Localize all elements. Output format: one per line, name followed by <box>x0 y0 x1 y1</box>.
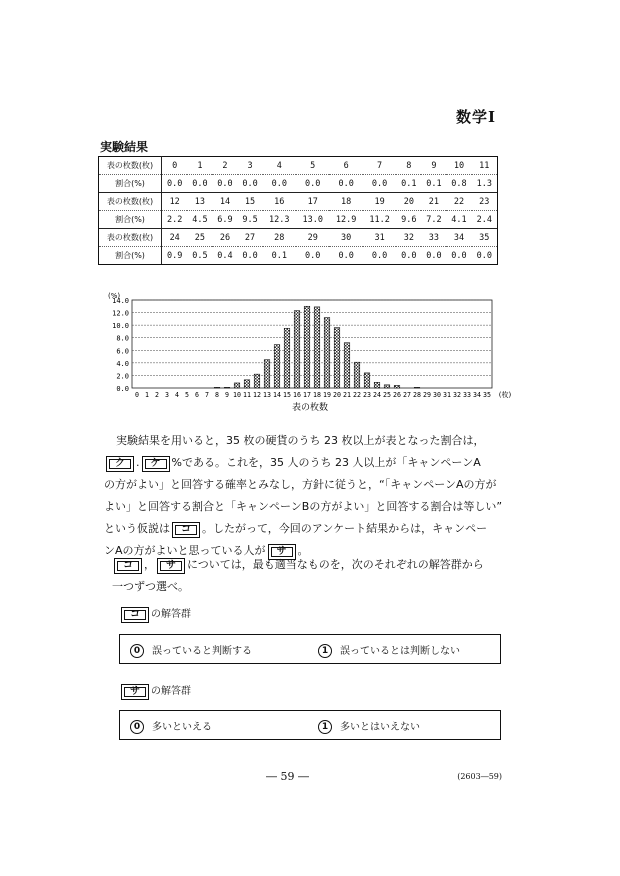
answer-box-ko[interactable]: コ <box>172 522 200 538</box>
bar <box>234 383 240 388</box>
table-cell: 19 <box>363 193 396 211</box>
bar <box>414 387 420 388</box>
table-cell: 17 <box>296 193 329 211</box>
x-tick-label: 13 <box>263 391 271 399</box>
table-cell: 0.0 <box>472 247 498 265</box>
answer-box-sa[interactable]: サ <box>268 544 296 560</box>
y-tick-label: 6.0 <box>116 347 129 356</box>
y-tick-label: 0.0 <box>116 385 129 393</box>
option-number: 0 <box>130 720 144 734</box>
x-tick-label: 15 <box>283 391 291 399</box>
table-cell: 4.1 <box>446 211 471 229</box>
table-cell: 24 <box>162 229 188 247</box>
p1-line-4: よい」と回答する割合と「キャンペーンBの方がよい」と回答する割合は等しい” <box>104 500 503 513</box>
bar <box>314 307 320 388</box>
option-text: 誤っていると判断する <box>152 646 252 657</box>
x-tick-label: 32 <box>453 391 461 399</box>
p1-line-5-before: という仮説は <box>104 522 170 535</box>
table-cell: 16 <box>263 193 296 211</box>
x-tick-label: 25 <box>383 391 391 399</box>
table-cell: 29 <box>296 229 329 247</box>
p1-line-1: 実験結果を用いると，35 枚の硬貨のうち 23 枚以上が表となった割合は， <box>116 434 485 447</box>
table-cell: 23 <box>472 193 498 211</box>
table-cell: 9 <box>421 157 446 175</box>
count-row <box>99 229 498 247</box>
x-tick-label: 10 <box>233 391 241 399</box>
x-tick-label: 35 <box>483 391 491 399</box>
table-cell: 12 <box>162 193 188 211</box>
x-tick-label: 22 <box>353 391 361 399</box>
x-tick-label: 21 <box>343 391 351 399</box>
table-cell: 0.0 <box>212 175 237 193</box>
answer-group-ko <box>119 634 501 664</box>
table-cell: 18 <box>329 193 362 211</box>
table-cell: 0.0 <box>296 175 329 193</box>
bar <box>284 328 290 388</box>
group-ko-label <box>119 605 191 623</box>
group-ko-label-text: の解答群 <box>151 609 191 620</box>
row-header: 割合(%) <box>99 211 162 229</box>
table-cell: 2.2 <box>162 211 188 229</box>
option-ko-0[interactable] <box>130 642 252 658</box>
table-cell: 0.5 <box>187 247 212 265</box>
table-cell: 14 <box>212 193 237 211</box>
table-cell: 0.0 <box>187 175 212 193</box>
p1-line-2-text: %である。これを，35 人のうち 23 人以上が「キャンペーンA <box>171 456 481 469</box>
ratio-row <box>99 211 498 229</box>
table-cell: 0.0 <box>363 175 396 193</box>
p2-line-1-text: については，最も適当なものを，次のそれぞれの解答群から <box>187 558 484 571</box>
table-cell: 0.0 <box>396 247 421 265</box>
table-cell: 27 <box>238 229 263 247</box>
decimal-point: . <box>136 456 140 469</box>
bar-chart <box>96 288 516 418</box>
p2-line-1 <box>112 554 512 576</box>
p1-line-2 <box>104 452 504 474</box>
x-tick-label: 30 <box>433 391 441 399</box>
table-cell: 33 <box>421 229 446 247</box>
x-tick-label: 0 <box>135 391 139 399</box>
bar <box>364 373 370 388</box>
bar <box>344 343 350 388</box>
plot-frame <box>132 300 492 388</box>
x-tick-label: 24 <box>373 391 381 399</box>
table-cell: 1.3 <box>472 175 498 193</box>
x-tick-label: 16 <box>293 391 301 399</box>
table-cell: 0.1 <box>421 175 446 193</box>
bar <box>304 306 310 388</box>
table-cell: 6.9 <box>212 211 237 229</box>
table-cell: 25 <box>187 229 212 247</box>
x-tick-label: 29 <box>423 391 431 399</box>
count-row <box>99 193 498 211</box>
table-cell: 13.0 <box>296 211 329 229</box>
table-cell: 0 <box>162 157 188 175</box>
table-cell: 9.5 <box>238 211 263 229</box>
bar <box>354 362 360 388</box>
table-cell: 4 <box>263 157 296 175</box>
ratio-row <box>99 247 498 265</box>
bar <box>244 380 250 388</box>
x-tick-label: 20 <box>333 391 341 399</box>
option-number: 0 <box>130 644 144 658</box>
bar <box>274 345 280 388</box>
table-cell: 8 <box>396 157 421 175</box>
answer-group-sa <box>119 710 501 740</box>
table-cell: 7 <box>363 157 396 175</box>
bar <box>264 360 270 388</box>
row-header: 表の枚数(枚) <box>99 157 162 175</box>
table-cell: 0.9 <box>162 247 188 265</box>
count-row <box>99 157 498 175</box>
table-cell: 30 <box>329 229 362 247</box>
table-cell: 13 <box>187 193 212 211</box>
table-cell: 31 <box>363 229 396 247</box>
table-cell: 22 <box>446 193 471 211</box>
table-cell: 11.2 <box>363 211 396 229</box>
table-cell: 26 <box>212 229 237 247</box>
table-cell: 20 <box>396 193 421 211</box>
table-cell: 34 <box>446 229 471 247</box>
paragraph-1 <box>104 430 504 562</box>
x-tick-label: 23 <box>363 391 371 399</box>
table-cell: 0.1 <box>263 247 296 265</box>
x-tick-label: 26 <box>393 391 401 399</box>
table-cell: 28 <box>263 229 296 247</box>
ratio-row <box>99 175 498 193</box>
ref-box-sa[interactable]: サ <box>157 558 185 574</box>
bar <box>334 328 340 388</box>
x-tick-label: 6 <box>195 391 199 399</box>
answer-box-ke[interactable]: ケ <box>142 456 170 472</box>
table-cell: 0.0 <box>238 175 263 193</box>
bar <box>384 385 390 388</box>
x-tick-label: 5 <box>185 391 189 399</box>
bar <box>324 318 330 388</box>
bar <box>214 387 220 388</box>
bar <box>254 374 260 388</box>
row-header: 割合(%) <box>99 247 162 265</box>
x-tick-label: 17 <box>303 391 311 399</box>
option-text: 多いとはいえない <box>340 722 420 733</box>
x-axis-label: 表の枚数 <box>291 403 329 413</box>
table-cell: 0.4 <box>212 247 237 265</box>
table-cell: 15 <box>238 193 263 211</box>
x-tick-label: 33 <box>463 391 471 399</box>
bar <box>224 387 230 388</box>
bar <box>394 385 400 388</box>
table-cell: 0.0 <box>263 175 296 193</box>
table-cell: 5 <box>296 157 329 175</box>
y-tick-label: 14.0 <box>112 297 129 305</box>
table-cell: 10 <box>446 157 471 175</box>
table-cell: 0.0 <box>363 247 396 265</box>
page-number: ― 59 ― <box>266 770 309 783</box>
option-text: 誤っているとは判断しない <box>340 646 460 657</box>
x-tick-label: 2 <box>155 391 159 399</box>
x-tick-label: 14 <box>273 391 281 399</box>
y-tick-label: 2.0 <box>116 372 129 381</box>
x-tick-label: 18 <box>313 391 321 399</box>
answer-box-ku[interactable]: ク <box>106 456 134 472</box>
section-title: 実験結果 <box>100 140 149 154</box>
x-tick-label: 8 <box>215 391 219 399</box>
p1-line-3: の方がよい」と回答する確率とみなし，方針に従うと，“「キャンペーンAの方が <box>104 478 497 491</box>
x-tick-label: 7 <box>205 391 209 399</box>
y-tick-label: 4.0 <box>116 359 129 368</box>
p1-line-6-after: 。 <box>297 544 309 557</box>
row-header: 表の枚数(枚) <box>99 229 162 247</box>
table-cell: 7.2 <box>421 211 446 229</box>
y-tick-label: 12.0 <box>112 309 129 318</box>
option-sa-0[interactable] <box>130 718 212 734</box>
table-cell: 0.0 <box>421 247 446 265</box>
table-cell: 0.8 <box>446 175 471 193</box>
p1-line-6-before: ンAの方がよいと思っている人が <box>104 544 266 557</box>
table-cell: 35 <box>472 229 498 247</box>
table-cell: 2 <box>212 157 237 175</box>
x-unit-label: (枚) <box>498 391 512 399</box>
group-sa-label-text: の解答群 <box>151 686 191 697</box>
table-cell: 12.9 <box>329 211 362 229</box>
table-cell: 4.5 <box>187 211 212 229</box>
p1-line-5 <box>104 518 504 540</box>
option-sa-1[interactable] <box>318 718 420 734</box>
bar <box>294 311 300 388</box>
table-cell: 2.4 <box>472 211 498 229</box>
x-tick-label: 27 <box>403 391 411 399</box>
table-cell: 0.0 <box>296 247 329 265</box>
x-tick-label: 4 <box>175 391 179 399</box>
option-text: 多いといえる <box>152 722 212 733</box>
row-header: 表の枚数(枚) <box>99 193 162 211</box>
table-cell: 0.0 <box>446 247 471 265</box>
table-cell: 0.0 <box>329 247 362 265</box>
x-tick-label: 31 <box>443 391 451 399</box>
x-tick-label: 3 <box>165 391 169 399</box>
table-cell: 21 <box>421 193 446 211</box>
x-tick-label: 12 <box>253 391 261 399</box>
results-table <box>98 156 498 265</box>
group-ko-box: コ <box>121 607 149 623</box>
table-cell: 0.0 <box>238 247 263 265</box>
p2-sep: ， <box>144 558 155 571</box>
x-tick-label: 11 <box>243 391 251 399</box>
table-cell: 0.1 <box>396 175 421 193</box>
table-cell: 6 <box>329 157 362 175</box>
row-header: 割合(%) <box>99 175 162 193</box>
subject-title: 数学Ⅰ <box>455 108 496 126</box>
bar <box>374 382 380 388</box>
y-tick-label: 8.0 <box>116 334 129 343</box>
x-tick-label: 34 <box>473 391 481 399</box>
paragraph-2 <box>112 554 512 598</box>
table-cell: 32 <box>396 229 421 247</box>
ref-box-ko[interactable]: コ <box>114 558 142 574</box>
option-ko-1[interactable] <box>318 642 460 658</box>
x-tick-label: 19 <box>323 391 331 399</box>
x-tick-label: 9 <box>225 391 229 399</box>
x-tick-label: 28 <box>413 391 421 399</box>
y-tick-label: 10.0 <box>112 322 129 331</box>
table-cell: 9.6 <box>396 211 421 229</box>
p1-line-5-after: 。したがって，今回のアンケート結果からは，キャンペー <box>202 522 488 535</box>
p2-line-2: 一つずつ選べ。 <box>112 580 189 593</box>
group-sa-box: サ <box>121 684 149 700</box>
group-sa-label <box>119 682 191 700</box>
y-axis-label: (%) <box>108 292 121 300</box>
option-number: 1 <box>318 644 332 658</box>
table-cell: 12.3 <box>263 211 296 229</box>
table-cell: 1 <box>187 157 212 175</box>
table-cell: 11 <box>472 157 498 175</box>
table-cell: 0.0 <box>162 175 188 193</box>
option-number: 1 <box>318 720 332 734</box>
x-tick-label: 1 <box>145 391 149 399</box>
exam-code: (2603―59) <box>457 772 502 781</box>
table-cell: 0.0 <box>329 175 362 193</box>
table-cell: 3 <box>238 157 263 175</box>
